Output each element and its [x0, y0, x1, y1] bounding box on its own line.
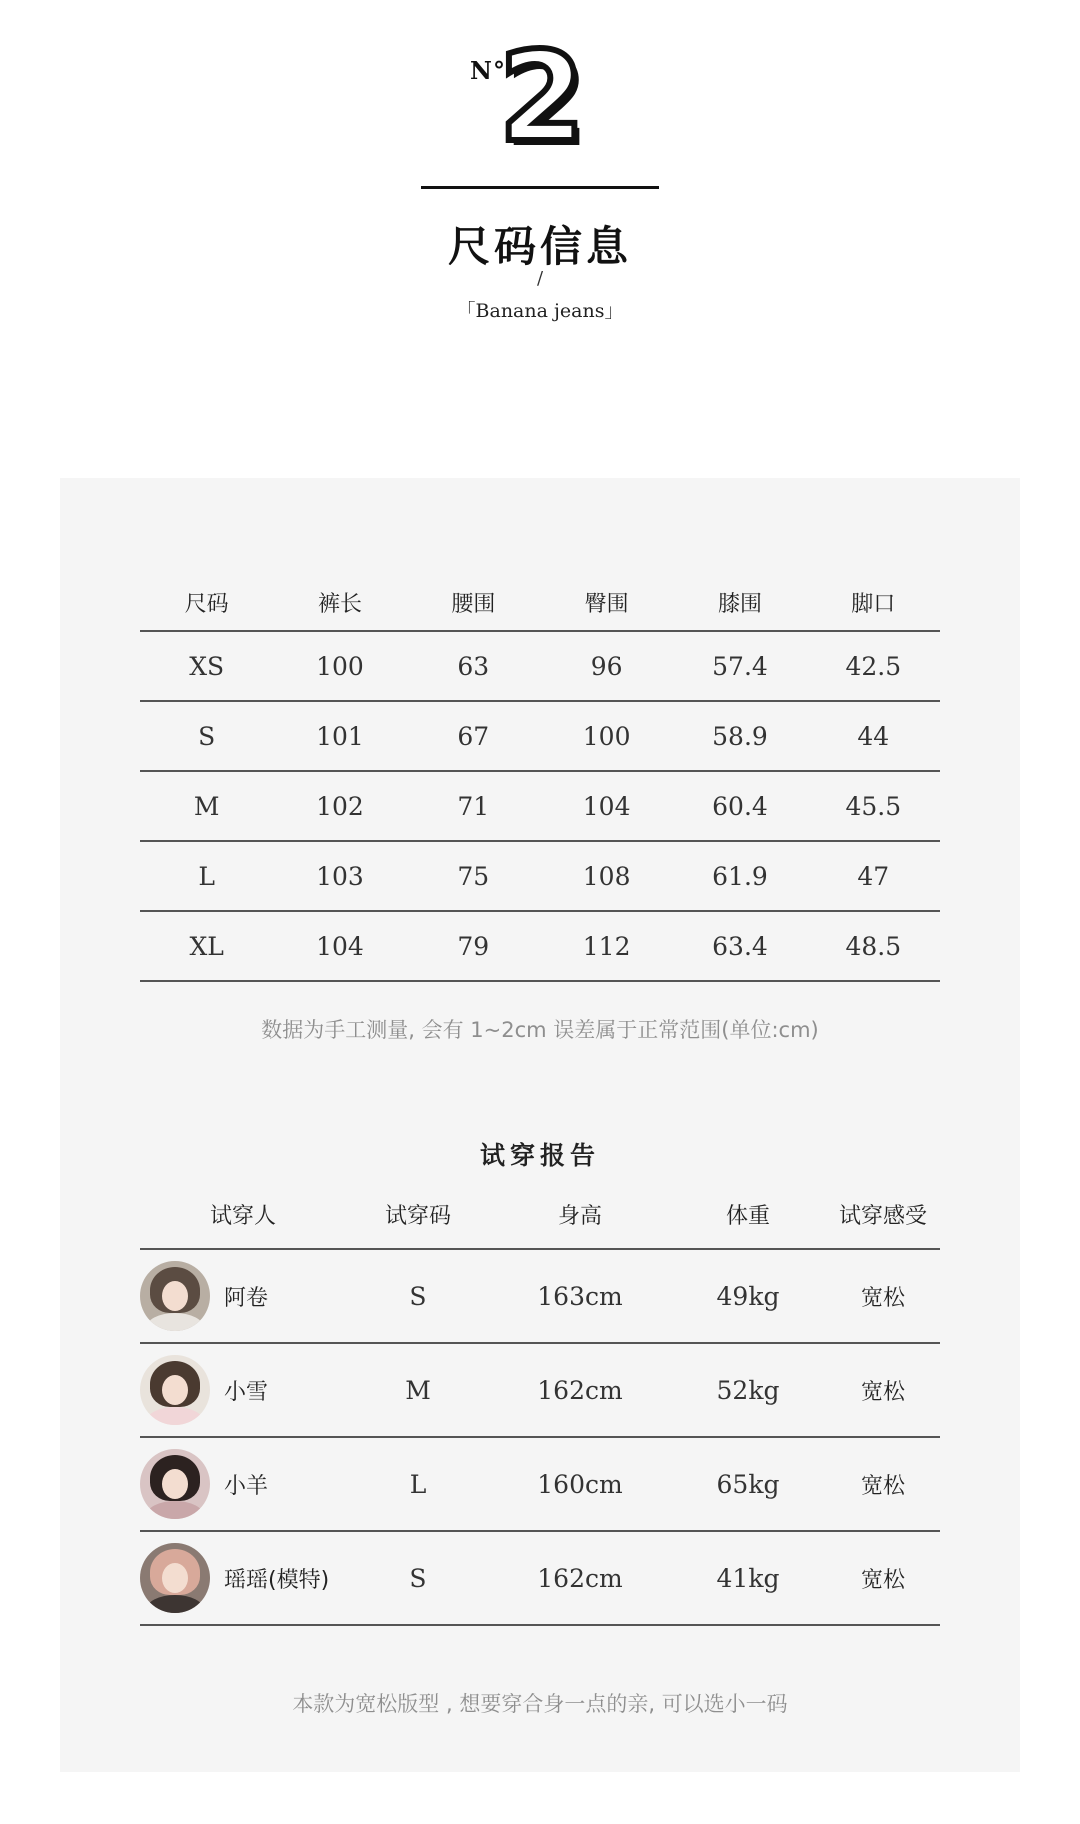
feeling-cell: 宽松 [860, 1473, 905, 1499]
table-row [140, 772, 940, 842]
table-row [140, 702, 940, 772]
avatar-photo-2 [140, 1355, 210, 1425]
table-row [140, 1250, 940, 1344]
tester-cell [140, 1344, 346, 1436]
tried-size-cell: S [409, 1563, 427, 1593]
table-row [140, 1438, 940, 1532]
page-title: 尺码信息 [447, 222, 632, 271]
hip-cell: 96 [590, 651, 623, 681]
waist-cell: 79 [457, 931, 490, 961]
tried-size-cell: L [409, 1469, 427, 1499]
report-table-body [140, 1250, 940, 1626]
hip-cell: 112 [582, 931, 631, 961]
length-cell: 102 [316, 791, 364, 821]
table-row [140, 1344, 940, 1438]
avatar-photo-3 [140, 1449, 210, 1519]
hem-cell: 45.5 [845, 791, 902, 821]
tester-name: 瑶瑶(模特) [224, 1567, 330, 1593]
waist-cell: 63 [457, 651, 490, 681]
tester-cell [140, 1532, 346, 1624]
size-cell: S [198, 721, 216, 751]
length-cell: 101 [316, 721, 364, 751]
column-header: 腰围 [451, 591, 496, 617]
column-header: 膝围 [717, 591, 762, 617]
knee-cell: 57.4 [712, 651, 768, 681]
waist-cell: 67 [457, 721, 490, 751]
tester-name: 阿卷 [224, 1285, 269, 1311]
column-header: 臀围 [584, 591, 629, 617]
hip-cell: 104 [582, 791, 631, 821]
length-cell: 104 [316, 931, 364, 961]
waist-cell: 71 [457, 791, 490, 821]
size-cell: L [198, 861, 215, 891]
section-number: 2 [498, 26, 586, 170]
weight-cell: 65kg [716, 1469, 780, 1499]
column-header: 裤长 [317, 591, 362, 617]
size-cell: XS [189, 651, 225, 681]
column-header: 尺码 [184, 591, 229, 617]
hem-cell: 42.5 [845, 651, 902, 681]
knee-cell: 61.9 [712, 861, 768, 891]
tester-cell [140, 1250, 346, 1342]
tester-cell [140, 1438, 346, 1530]
avatar-photo-4 [140, 1543, 210, 1613]
knee-cell: 60.4 [712, 791, 768, 821]
tried-size-cell: S [409, 1281, 427, 1311]
length-cell: 100 [316, 651, 364, 681]
height-cell: 160cm [537, 1469, 623, 1499]
tester-name: 小羊 [224, 1473, 269, 1499]
header-divider [421, 186, 659, 189]
length-cell: 103 [316, 861, 364, 891]
table-row [140, 1532, 940, 1626]
column-header: 试穿人 [209, 1203, 276, 1229]
height-cell: 162cm [537, 1375, 623, 1405]
knee-cell: 63.4 [712, 931, 768, 961]
table-row [140, 632, 940, 702]
tester-name: 小雪 [224, 1379, 269, 1405]
report-title: 试穿报告 [479, 1141, 600, 1170]
tried-size-cell: M [405, 1375, 431, 1405]
height-cell: 162cm [537, 1563, 623, 1593]
title-separator: / [536, 268, 544, 289]
hip-cell: 108 [582, 861, 631, 891]
hem-cell: 44 [857, 721, 890, 751]
feeling-cell: 宽松 [860, 1567, 905, 1593]
feeling-cell: 宽松 [860, 1379, 905, 1405]
column-header: 试穿码 [384, 1203, 451, 1229]
waist-cell: 75 [457, 861, 490, 891]
column-header: 身高 [557, 1203, 602, 1229]
column-header: 试穿感受 [838, 1203, 927, 1229]
size-info-panel [60, 478, 1020, 1772]
column-header: 体重 [725, 1203, 770, 1229]
number-prefix: N° [470, 56, 506, 85]
size-cell: XL [189, 931, 224, 961]
measurement-note: 数据为手工测量, 会有 1~2cm 误差属于正常范围(单位:cm) [261, 1018, 819, 1042]
height-cell: 163cm [537, 1281, 623, 1311]
hip-cell: 100 [582, 721, 631, 751]
fit-advice-note: 本款为宽松版型 , 想要穿合身一点的亲, 可以选小一码 [292, 1692, 788, 1716]
report-table-header [140, 1180, 940, 1250]
weight-cell: 49kg [716, 1281, 780, 1311]
page-subtitle: 「Banana jeans」 [456, 300, 624, 322]
weight-cell: 41kg [716, 1563, 780, 1593]
hem-cell: 47 [857, 861, 890, 891]
size-table-body [140, 632, 940, 982]
knee-cell: 58.9 [712, 721, 768, 751]
column-header: 脚口 [851, 591, 896, 617]
hem-cell: 48.5 [845, 931, 902, 961]
weight-cell: 52kg [716, 1375, 780, 1405]
feeling-cell: 宽松 [860, 1285, 905, 1311]
size-table-header [140, 574, 940, 632]
avatar-photo-1 [140, 1261, 210, 1331]
table-row [140, 842, 940, 912]
table-row [140, 912, 940, 982]
size-cell: M [193, 791, 220, 821]
